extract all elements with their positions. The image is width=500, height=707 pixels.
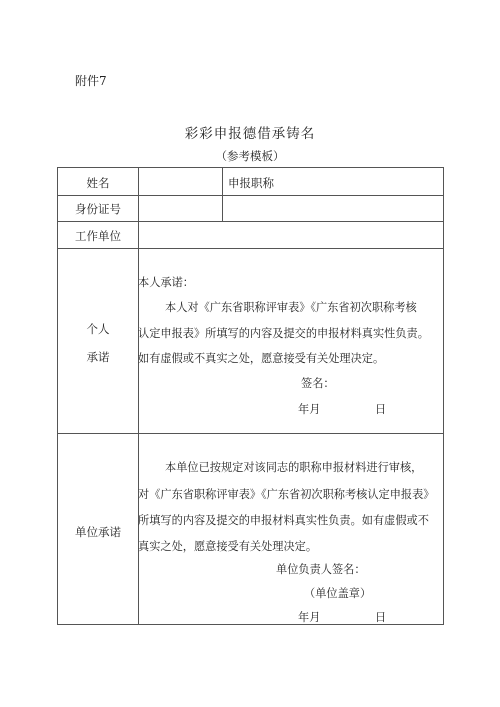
id-label: 身份证号 [75,202,121,216]
work-unit-label: 工作单位 [75,229,121,243]
unit-text-line: 所填写的内容及提交的申报材料真实性负责。如有虚假或不 [138,514,429,527]
unit-year-month: 年月 [298,611,321,624]
id-field[interactable] [139,195,222,221]
title-label: 申报职称 [228,176,274,190]
personal-year-month: 年月 [298,403,321,416]
unit-seal: （单位盖章） [304,587,372,600]
unit-day: 日 [375,611,387,624]
title-field[interactable] [303,168,443,195]
personal-intro: 本人承诺： [138,276,194,289]
row-divider [58,248,443,249]
personal-label-line1: 个人 [86,322,110,336]
document-title: 彩彩申报德借承铸名 [184,126,316,142]
name-field[interactable] [139,168,222,195]
unit-text-line: 真实之处，愿意接受有关处理决定。 [138,540,318,553]
attachment-label: 附件7 [75,74,107,88]
unit-label: 单位承诺 [75,525,121,539]
unit-text-line: 对《广东省职称评审表》《广东省初次职称考核认定申报表》 [138,488,435,501]
personal-sign: 签名： [301,377,335,390]
row-divider [58,433,443,434]
name-label: 姓名 [86,176,110,190]
unit-sign: 单位负责人签名： [276,563,366,576]
document-subtitle: （参考模板） [215,149,285,163]
work-unit-field[interactable] [139,221,443,248]
personal-text-line: 本人对《广东省职称评审表》《广东省初次职称考核 [165,301,417,314]
commitment-form-table [57,167,444,625]
personal-text-line: 认定申报表》所填写的内容及提交的申报材料真实性负责。 [138,327,429,340]
personal-label-line2: 承诺 [86,350,110,364]
unit-text-line: 本单位已按规定对该同志的职称申报材料进行审核， [165,461,423,474]
personal-day: 日 [375,403,387,416]
id-extra-field[interactable] [223,195,443,221]
personal-text-line: 如有虚假或不真实之处，愿意接受有关处理决定。 [138,352,385,365]
